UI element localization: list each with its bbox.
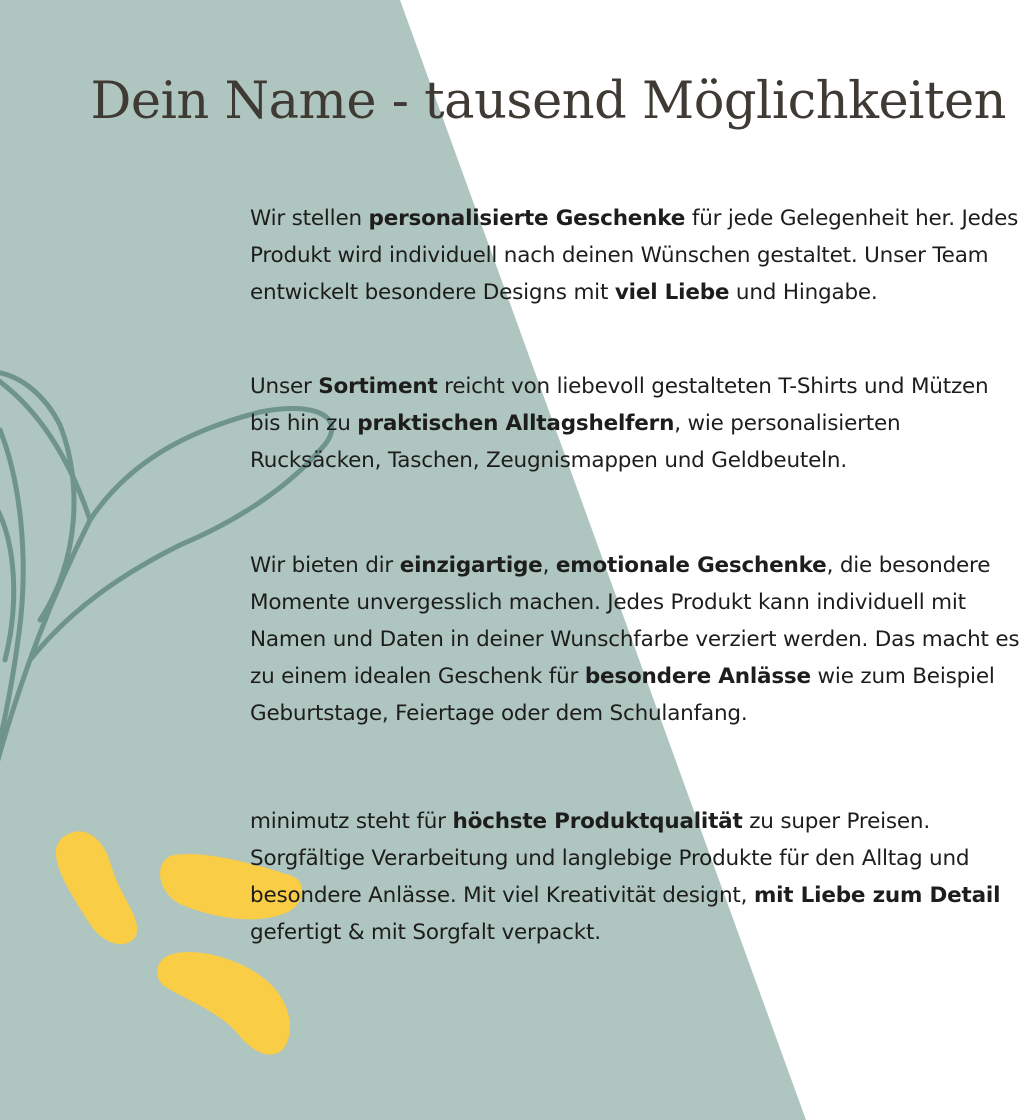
paragraph-intro — [250, 200, 1020, 311]
paragraph-quality — [250, 803, 1020, 951]
body-text: Wir bieten dir — [250, 553, 400, 578]
page-title: Dein Name - tausend Möglichkeiten — [90, 72, 1006, 131]
emphasis-text: höchste Produktqualität — [452, 809, 743, 834]
emphasis-text: praktischen Alltagshelfern — [357, 411, 675, 436]
emphasis-text: viel Liebe — [614, 280, 730, 305]
emphasis-text: personalisierte Geschenke — [368, 206, 686, 231]
body-text: zu super Preisen. Sorgfältige Verarbeitung und langlebige Produkte für den Alltag und besondere Anlässe. Mit viel Kreativität designt, — [250, 809, 970, 908]
body-text: und Hingabe. — [729, 280, 878, 305]
text-content — [250, 200, 1020, 945]
body-text: minimutz steht für — [250, 809, 453, 834]
body-text: wie zum Beispiel Geburtstage, Feiertage oder dem Schulanfang. — [250, 664, 995, 726]
body-text: , — [542, 553, 556, 578]
paragraph-unique-gifts — [250, 547, 1020, 732]
body-text: reicht von liebevoll gestalteten T-Shirts und Mützen bis hin zu — [250, 374, 989, 436]
emphasis-text: mit Liebe zum Detail — [753, 883, 1001, 908]
body-text: , die besondere Momente unvergesslich machen. Jedes Produkt kann individuell mit Namen und Daten in deiner Wunschfarbe verziert werden. Das macht es zu einem idealen Geschenk für — [250, 553, 1020, 689]
body-text: , wie personalisierten Rucksäcken, Taschen, Zeugnismappen und Geldbeuteln. — [250, 411, 901, 473]
emphasis-text: einzigartige — [399, 553, 543, 578]
emphasis-text: Sortiment — [318, 374, 438, 399]
paragraph-assortment — [250, 368, 1020, 479]
emphasis-text: emotionale Geschenke — [555, 553, 827, 578]
body-text: für jede Gelegenheit her. Jedes Produkt wird individuell nach deinen Wünschen gestaltet. Unser Team entwickelt besondere Designs mit — [250, 206, 1019, 305]
emphasis-text: besondere Anlässe — [584, 664, 811, 689]
body-text: Unser — [250, 374, 319, 399]
body-text: gefertigt & mit Sorgfalt verpackt. — [250, 920, 601, 945]
body-text: Wir stellen — [250, 206, 369, 231]
